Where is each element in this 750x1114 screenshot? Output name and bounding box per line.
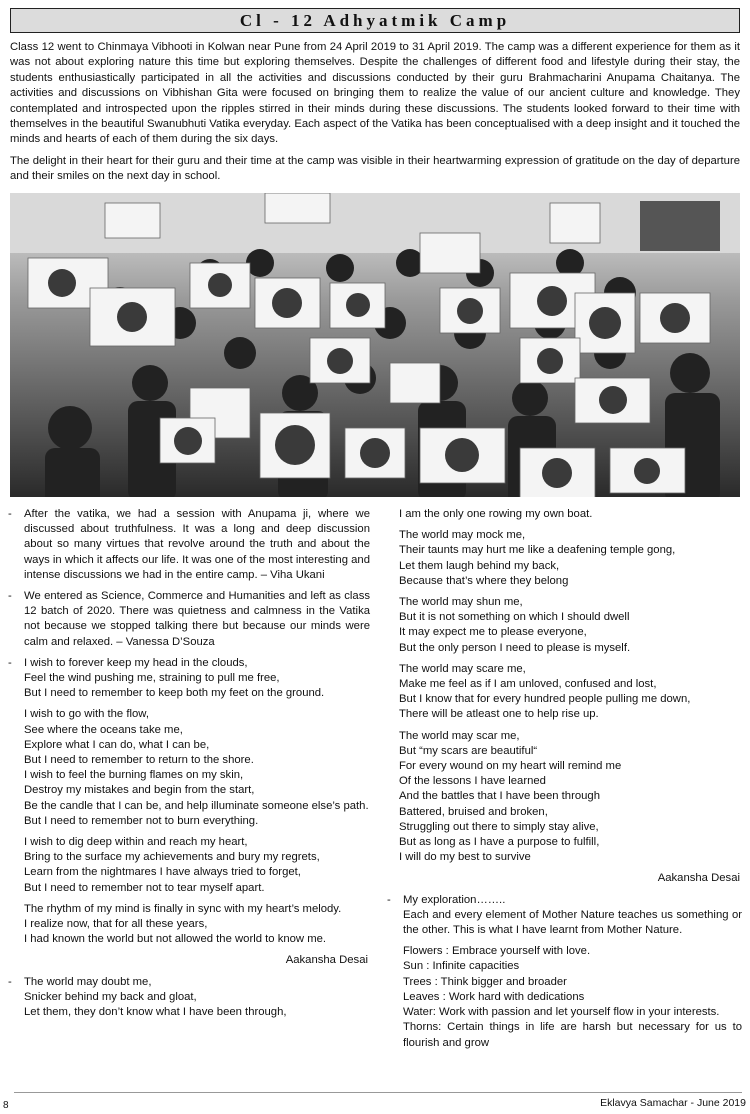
poem-line: Their taunts may hurt me like a deafening temple gong, (399, 544, 676, 557)
poem-line: The world may scar me, (399, 729, 520, 742)
right-column (387, 507, 742, 1057)
poem-stanza (24, 902, 370, 948)
poem-line: Be the candle that I can be, and help illuminate someone else’s path. (24, 799, 369, 812)
testimonial-text: We entered as Science, Commerce and Humanities and left as class 12 batch of 2020. There was quietness and calmness in the Vatika not because we stopped talking there but because our minds were calm and relaxed. – Vanessa D’Souza (24, 590, 370, 648)
poem-line: The rhythm of my mind is finally in sync with my heart’s melody. (24, 902, 342, 915)
poem-line: Battered, bruised and broken, (399, 805, 548, 818)
poem-line: But I need to remember to keep both my feet on the ground. (24, 687, 325, 700)
testimonial-text: After the vatika, we had a session with Anupama ji, where we discussed about truthfulness. It was a long and deep discussion about so many virtues that revolve around the truth and about the ways in which it affects our life. It was one of the most interesting and intense discussions we had in the entire camp. – Viha Ukani (24, 508, 370, 581)
poem-stanza (24, 835, 370, 896)
poem-line: The world may shun me, (399, 596, 523, 609)
poem-line: And the battles that I have been through (399, 790, 600, 803)
poem-line: I wish to forever keep my head in the clouds, (24, 656, 248, 669)
poem-line: But I know that for every hundred people pulling me down, (399, 693, 691, 706)
poem-line: Make me feel as if I am unloved, confused and lost, (399, 678, 657, 691)
poem-stanza (387, 507, 742, 522)
poem-line: Feel the wind pushing me, straining to pull me free, (24, 672, 280, 685)
page-number: 8 (3, 1100, 9, 1111)
testimonial-vanessa (8, 589, 370, 650)
poem-line: But I need to remember not to burn everything. (24, 814, 259, 827)
lesson-item: Water: Work with passion and let yourself flow in your interests. (403, 1006, 720, 1019)
poem-line: It may expect me to please everyone, (399, 626, 587, 639)
list-dash: - (8, 590, 12, 603)
poem-line: The world may mock me, (399, 529, 526, 542)
poem-stanza (387, 595, 742, 656)
lesson-item: Flowers : Embrace yourself with love. (403, 945, 591, 958)
poem-line: The world may scare me, (399, 662, 526, 675)
poem-stanza (387, 662, 742, 723)
poem-line: But it is not something on which I should dwell (399, 611, 630, 624)
intro-paragraph-1: Class 12 went to Chinmaya Vibhooti in Kolwan near Pune from 24 April 2019 to 31 April 2019. The camp was a different experience for them as it was not about exploring nature this time but exploring themselves. Despite the challenges of different food and lifestyle during their stay, the students enthusiastically participated in all the activities and discussions conducted by their guru Brahmacharini Anupama Chaitanya. The activities and discussions on Vibhishan Gita were focused on bringing them to realize the value of our ancient culture and knowledge. They contemplated and introspected upon the ripples stirred in their minds during these discussions. The students looked forward to their time with themselves in the beautiful Swanubhuti Vatika everyday. Each aspect of the Vatika has been conceptualised with a deep insight and it touched the minds and hearts of each of them during the six days. (10, 41, 740, 146)
lesson-item: Thorns: Certain things in life are harsh but necessary for us to flourish and grow (403, 1021, 742, 1049)
poem-line: But I need to remember to return to the shore. (24, 754, 254, 767)
poem-line: But “my scars are beautiful“ (399, 744, 538, 757)
poem-line: Learn from the nightmares I have always tried to forget, (24, 866, 301, 879)
group-photo (10, 193, 740, 497)
poem-line: Snicker behind my back and gloat, (24, 990, 197, 1003)
poem-line: Because that’s where they belong (399, 574, 569, 587)
list-dash: - (387, 893, 391, 906)
testimonial-viha (8, 507, 370, 583)
list-dash: - (8, 656, 12, 669)
lesson-item: Trees : Think bigger and broader (403, 975, 567, 988)
poem-stanza (24, 656, 370, 702)
poem-line: Bring to the surface my achievements and bury my regrets, (24, 851, 320, 864)
poem-line: But as long as I have a purpose to fulfill, (399, 836, 600, 849)
poem-line: I realize now, that for all these years, (24, 918, 208, 931)
magazine-name: Eklavya Samachar - June 2019 (600, 1097, 746, 1109)
poem-line: I will do my best to survive (399, 851, 531, 864)
signature: Aakansha Desai (285, 954, 368, 967)
poem-line: There will be atleast one to help rise up. (399, 708, 599, 721)
poem-line: For every wound on my heart will remind me (399, 760, 622, 773)
signature: Aakansha Desai (657, 872, 740, 885)
poem-line: I wish to dig deep within and reach my heart, (24, 836, 248, 849)
poem-line: Let them laugh behind my back, (399, 559, 560, 572)
poem-line: The world may doubt me, (24, 975, 152, 988)
poem-line: I am the only one rowing my own boat. (399, 508, 593, 520)
poem-line: Destroy my mistakes and begin from the start, (24, 784, 255, 797)
poem-line: See where the oceans take me, (24, 723, 183, 736)
intro-paragraph-2: The delight in their heart for their guru and their time at the camp was visible in their heartwarming expression of gratitude on the day of departure and their smiles on the next day in school. (10, 154, 740, 183)
exploration-title: My exploration…….. (403, 893, 506, 906)
poem-line: I wish to feel the burning flames on my skin, (24, 769, 244, 782)
article-title: Cl - 12 Adhyatmik Camp (239, 10, 511, 30)
poem-2 (8, 975, 370, 1021)
article-title-bar (10, 8, 740, 33)
poem-1 (8, 656, 370, 969)
exploration-text: Each and every element of Mother Nature teaches us something or the other. This is what I have learnt from Mother Nature. (403, 908, 742, 937)
footer-divider (14, 1092, 742, 1093)
exploration-section (387, 893, 742, 1051)
lesson-item: Sun : Infinite capacities (403, 960, 520, 973)
poem-line: I wish to go with the flow, (24, 708, 149, 721)
poem-line: Explore what I can do, what I can be, (24, 738, 210, 751)
poem-line: Let them, they don’t know what I have been through, (24, 1006, 287, 1019)
poem-line: Struggling out there to simply stay alive, (399, 820, 599, 833)
poem-line: But I need to remember not to tear myself apart. (24, 881, 265, 894)
poem-line: I had known the world but not allowed the world to know me. (24, 933, 327, 946)
left-column (8, 507, 370, 1026)
poem-stanza (24, 707, 370, 829)
poem-line: Of the lessons I have learned (399, 775, 546, 788)
poem-line: But the only person I need to please is myself. (399, 641, 631, 654)
poem-stanza (387, 528, 742, 589)
group-photo-illustration (10, 193, 740, 497)
intro-text (10, 40, 740, 191)
list-dash: - (8, 975, 12, 988)
list-dash: - (8, 508, 12, 520)
lesson-item: Leaves : Work hard with dedications (403, 990, 585, 1003)
poem-stanza (387, 729, 742, 866)
